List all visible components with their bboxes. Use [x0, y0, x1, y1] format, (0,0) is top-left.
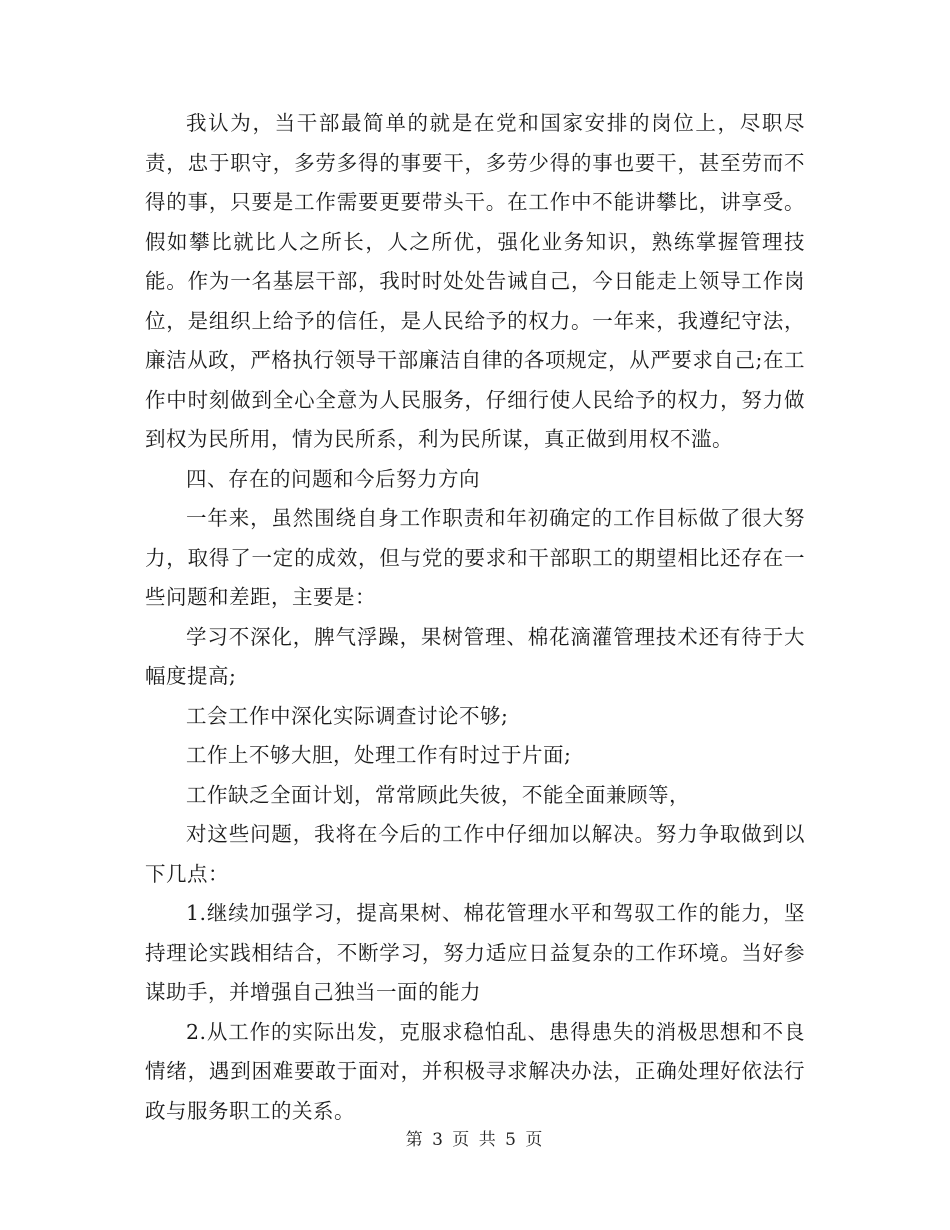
paragraph-problem-study: 学习不深化，脾气浮躁，果树管理、棉花滴灌管理技术还有待于大幅度提高; — [145, 624, 805, 688]
paragraph-solution-2: 2.从工作的实际出发，克服求稳怕乱、患得患失的消极思想和不良情绪，遇到困难要敢于面对，并积极寻求解决办法，正确处理好依法行政与服务职工的关系。 — [145, 1019, 805, 1123]
page-number: 第 3 页 共 5 页 — [405, 1130, 545, 1150]
paragraph-problems-intro: 一年来，虽然围绕自身工作职责和年初确定的工作目标做了很大努力，取得了一定的成效，但与党的要求和干部职工的期望相比还存在一些问题和差距，主要是： — [145, 506, 805, 609]
section-heading-problems: 四、存在的问题和今后努力方向 — [186, 466, 480, 491]
paragraph-solution-1: 1.继续加强学习，提高果树、棉花管理水平和驾驭工作的能力，坚持理论实践相结合，不断学习，努力适应日益复杂的工作环境。当好参谋助手，并增强自己独当一面的能力 — [145, 901, 805, 1004]
page-footer — [0, 1125, 950, 1150]
paragraph-self-assessment: 我认为，当干部最简单的就是在党和国家安排的岗位上，尽职尽责，忠于职守，多劳多得的事要干，多劳少得的事也要干，甚至劳而不得的事，只要是工作需要更要带头干。在工作中不能讲攀比，讲享受。假如攀比就比人之所长，人之所优，强化业务知识，熟练掌握管理技能。作为一名基层干部，我时时处处告诫自己，今日能走上领导工作岗位，是组织上给予的信任，是人民给予的权力。一年来，我遵纪守法，廉洁从政，严格执行领导干部廉洁自律的各项规定，从严要求自己;在工作中时刻做到全心全意为人民服务，仔细行使人民给予的权力，努力做到权为民所用，情为民所系，利为民所谋，真正做到用权不滥。 — [145, 111, 805, 451]
paragraph-problem-planning: 工作缺乏全面计划，常常顾此失彼，不能全面兼顾等， — [186, 782, 690, 807]
paragraph-solutions-intro: 对这些问题，我将在今后的工作中仔细加以解决。努力争取做到以下几点： — [145, 822, 805, 886]
paragraph-problem-boldness: 工作上不够大胆，处理工作有时过于片面; — [186, 743, 572, 767]
paragraph-problem-union: 工会工作中深化实际调查讨论不够; — [186, 703, 509, 728]
document-body — [145, 104, 805, 1131]
